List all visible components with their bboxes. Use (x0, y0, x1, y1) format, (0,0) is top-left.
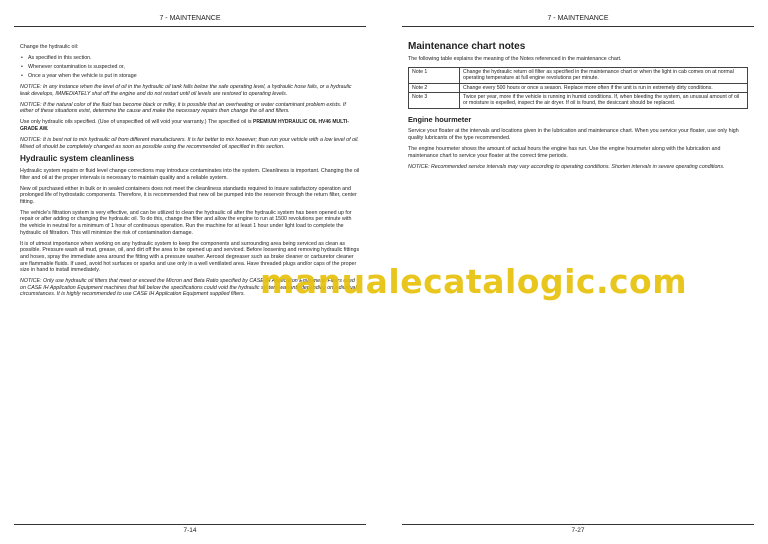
notice-oil-color: NOTICE: If the natural color of the fluid has become black or milky, it is possible that an overheating or water contaminant problem exists. If either of these situations exist, determine the cause and make the necessary repairs then change the oil and filters. (20, 101, 346, 115)
notes-intro: The following table explains the meaning of the Notes referenced in the maintenance chart. (408, 55, 622, 62)
hourmeter-paragraph-1: Service your floater at the intervals and locations given in the lubrication and maintenance chart. When you service your floater, use only high quality lubricants of the type recommended. (408, 128, 739, 141)
note-text: Change the hydraulic return oil filter as specified in the maintenance chart or when the light in cab comes on at normal operating temperature at full engine revolutions per minute. (460, 67, 748, 83)
oil-change-intro: Change the hydraulic oil: (20, 44, 79, 50)
oil-product-name: PREMIUM HYDRAULIC OIL HV46 MULTI-GRADE AW. (20, 119, 349, 133)
specified-oil-paragraph (20, 119, 360, 132)
note-label: Note 2 (409, 83, 460, 92)
list-item: • Whenever contamination is suspected or, (28, 64, 360, 71)
table-row (409, 83, 748, 92)
notice-service-intervals: NOTICE: Recommended service intervals may vary according to operating conditions. Shorten intervals in severe operating conditions. (408, 163, 725, 170)
list-item: • As specified in this section. (28, 55, 360, 62)
cleanliness-paragraph-4: It is of utmost importance when working on any hydraulic system to keep the components and surrounding area being serviced as clean as possible. Pressure wash all mud, grease, oil, and dirt off the area to be opened up and serviced. Before loosening and removing hydraulic fittings and hoses, spray the immediate area around the fitting with a pressure washer. Aerosol degreaser such as brake cleaner or carburetor cleaner are flammable fluids. If used, avoid hot surfaces or sparks and use only in a well ventilated area. Have threaded plugs and/or caps of the proper size in hand to install immediately. (20, 240, 360, 274)
list-item: • Once a year when the vehicle is put in storage (28, 73, 360, 80)
table-row (409, 67, 748, 83)
note-label: Note 3 (409, 92, 460, 108)
page-title: Maintenance chart notes (408, 41, 526, 52)
notice-low-oil: NOTICE: In any instance when the level of oil in the hydraulic oil tank falls below the safe operating level, a hydraulic hose fails, or a hydraulic leak develops, IMMEDIATELY shut off the engine and do not restart until oil levels are restored to operating levels. (20, 84, 352, 97)
section-heading: Hydraulic system cleanliness (20, 154, 135, 164)
note-label: Note 1 (409, 67, 460, 83)
notes-table (408, 67, 748, 109)
oil-change-list (20, 55, 360, 80)
note-text: Change every 500 hours or once a season. Replace more often if the unit is run in extremely dirty conditions. (460, 83, 748, 92)
cleanliness-paragraph-2: New oil purchased either in bulk or in sealed containers does not meet the cleanliness standards required to insure satisfactory operation and prolonged life of hydrostatic components. Therefore, it is recommended that new oil be pumped into the reservoir through the return filter, center fitting. (20, 185, 357, 205)
right-page-number: 7-27 (402, 524, 754, 537)
watermark: manualecatalogic.com (260, 262, 688, 301)
right-page-header: 7 - MAINTENANCE (402, 12, 754, 27)
left-page-number: 7-14 (14, 524, 366, 537)
note-text: Twice per year, more if the vehicle is running in humid conditions. If, when bleeding the system, an unusual amount of oil or moisture is expelled, inspect the air dryer. If oil is found, the desiccant should be replaced. (460, 92, 748, 108)
cleanliness-paragraph-3: The vehicle's filtration system is very effective, and can be utilized to clean the hydraulic oil after the hydraulic system has been opened up for repair or after adding or changing the hydraulic oil. To do this, change the filter and allow the engine to run at 1500 revolutions per minute with the vehicle in neutral for a minimum of 1 hour of continuous operation. Run the machine for at least 1 hour under light load to complete the hydraulic oil filtration. This will minimize the risk of contamination damage. (20, 209, 352, 236)
notice-filters: NOTICE: Only use hydraulic oil filters that meet or exceed the Micron and Beta Ratio specified by CASE IH Application Equipment. Filters used on CASE IH Application Equipment machines that fall below the specifications could void the hydraulic system warranty depending on individual circumstances. It is highly recommended to use CASE IH Application Equipment supplied filters. (20, 278, 357, 298)
hourmeter-paragraph-2: The engine hourmeter shows the amount of actual hours the engine has run. Use the engine hourmeter along with the lubrication and maintenance chart to service your floater at the correct time periods. (408, 146, 721, 159)
section-heading: Engine hourmeter (408, 114, 472, 124)
right-page-body (408, 41, 748, 175)
specified-oil-text: Use only hydraulic oils specified. (Use of unspecified oil will void your warranty.) The specified oil is (20, 119, 252, 126)
notice-mixing-oil: NOTICE: It is best not to mix hydraulic oil from different manufacturers. It is far better to mix however; than run your vehicle with a low level of oil. Mixed oil should be completely changed as soon as possible using the recommended oil specified in this section. (20, 137, 359, 150)
left-page-header: 7 - MAINTENANCE (14, 12, 366, 27)
cleanliness-paragraph-1: Hydraulic system repairs or fluid level change corrections may introduce contaminates into the system. Cleanliness is important. Changing the oil filter and oil at the proper intervals is necessary to maintain quality and a reliable system. (20, 167, 360, 181)
table-row (409, 92, 748, 108)
